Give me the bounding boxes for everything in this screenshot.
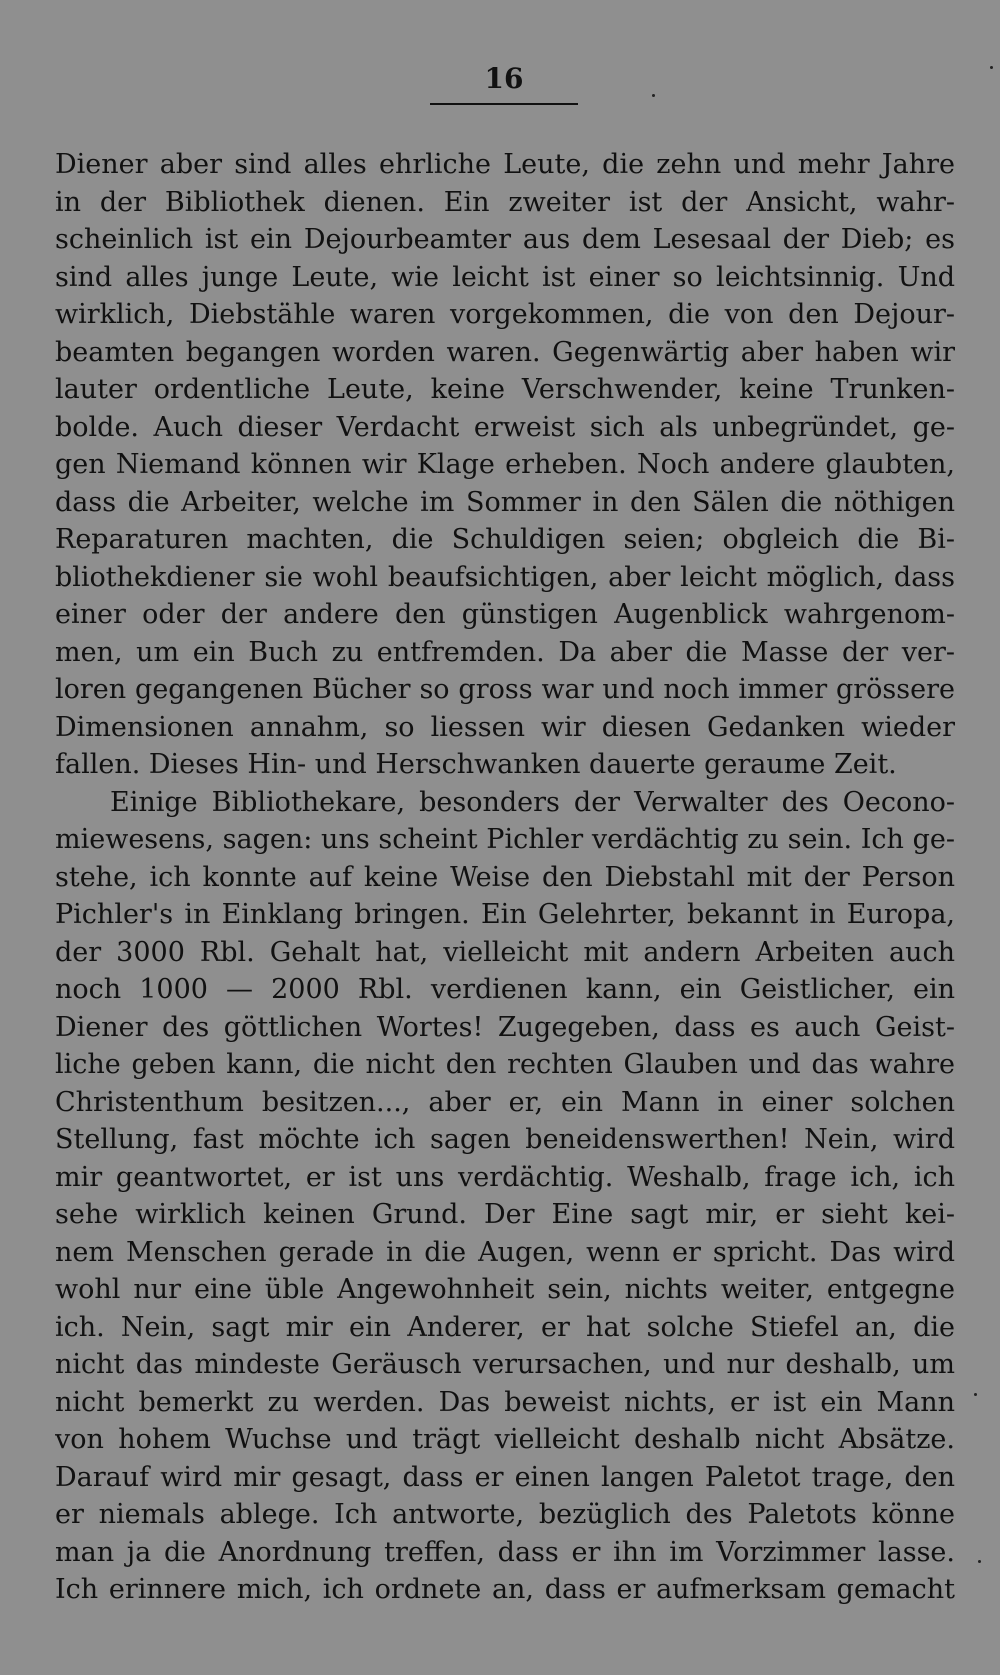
- text-line: miewesens, sagen: uns scheint Pichler verdächtig zu sein. Ich ge-: [55, 824, 955, 855]
- text-line: nem Menschen gerade in die Augen, wenn er spricht. Das wird: [55, 1236, 955, 1268]
- scan-speck: [990, 66, 993, 69]
- paragraph-end-line: fallen. Dieses Hin- und Herschwanken dauerte geraume Zeit.: [55, 749, 897, 780]
- text-line: Ich erinnere mich, ich ordnete an, dass er aufmerksam gemacht: [55, 1574, 955, 1605]
- text-line: Dimensionen annahm, so liessen wir diesen Gedanken wieder: [55, 711, 955, 743]
- text-line: beamten begangen worden waren. Gegenwärtig aber haben wir: [55, 336, 955, 368]
- text-line: nicht das mindeste Geräusch verursachen, und nur deshalb, um: [55, 1349, 955, 1380]
- paragraph-start-line: Einige Bibliothekare, besonders der Verwalter des Oecono-: [110, 786, 955, 818]
- text-line: gen Niemand können wir Klage erheben. Noch andere glaubten,: [55, 449, 955, 480]
- text-line: wohl nur eine üble Angewohnheit sein, nichts weiter, entgegne: [55, 1274, 955, 1305]
- text-line: bliothekdiener sie wohl beaufsichtigen, aber leicht möglich, dass: [55, 561, 955, 593]
- text-line: mir geantwortet, er ist uns verdächtig. Weshalb, frage ich, ich: [55, 1161, 955, 1193]
- scan-speck: [978, 1560, 981, 1563]
- text-line: Stellung, fast möchte ich sagen beneidenswerthen! Nein, wird: [55, 1124, 955, 1155]
- text-line: lauter ordentliche Leute, keine Verschwender, keine Trunken-: [55, 374, 955, 405]
- page-number: 16: [484, 62, 524, 95]
- text-line: noch 1000 — 2000 Rbl. verdienen kann, ein Geistlicher, ein: [55, 974, 955, 1005]
- text-line: in der Bibliothek dienen. Ein zweiter ist der Ansicht, wahr-: [55, 186, 955, 218]
- text-line: Reparaturen machten, die Schuldigen seien; obgleich die Bi-: [55, 524, 955, 555]
- body-text: [55, 146, 955, 1609]
- text-line: sehe wirklich keinen Grund. Der Eine sagt mir, er sieht kei-: [55, 1199, 955, 1230]
- text-line: dass die Arbeiter, welche im Sommer in den Sälen die nöthigen: [55, 486, 955, 518]
- text-line: der 3000 Rbl. Gehalt hat, vielleicht mit andern Arbeiten auch: [55, 936, 955, 968]
- scan-speck: [974, 1393, 977, 1396]
- text-line: sind alles junge Leute, wie leicht ist einer so leichtsinnig. Und: [55, 261, 955, 293]
- page-number-rule: [430, 103, 578, 105]
- text-line: loren gegangenen Bücher so gross war und noch immer grössere: [55, 674, 955, 705]
- text-line: von hohem Wuchse und trägt vielleicht deshalb nicht Absätze.: [55, 1424, 955, 1455]
- text-line: wirklich, Diebstähle waren vorgekommen, die von den Dejour-: [55, 299, 955, 330]
- text-line: einer oder der andere den günstigen Augenblick wahrgenom-: [55, 599, 955, 630]
- text-line: Pichler's in Einklang bringen. Ein Gelehrter, bekannt in Europa,: [55, 899, 955, 930]
- text-line: scheinlich ist ein Dejourbeamter aus dem Lesesaal der Dieb; es: [55, 224, 955, 255]
- text-line: bolde. Auch dieser Verdacht erweist sich als unbegründet, ge-: [55, 411, 955, 443]
- text-line: man ja die Anordnung treffen, dass er ihn im Vorzimmer lasse.: [55, 1536, 955, 1568]
- text-line: liche geben kann, die nicht den rechten Glauben und das wahre: [55, 1049, 955, 1080]
- text-line: Christenthum besitzen..., aber er, ein Mann in einer solchen: [55, 1086, 955, 1118]
- text-line: stehe, ich konnte auf keine Weise den Diebstahl mit der Person: [55, 861, 955, 893]
- text-line: nicht bemerkt zu werden. Das beweist nichts, er ist ein Mann: [55, 1386, 955, 1418]
- text-line: Diener des göttlichen Wortes! Zugegeben, dass es auch Geist-: [55, 1011, 955, 1043]
- text-line: ich. Nein, sagt mir ein Anderer, er hat solche Stiefel an, die: [55, 1311, 955, 1343]
- text-line: men, um ein Buch zu entfremden. Da aber die Masse der ver-: [55, 636, 955, 668]
- text-line: Darauf wird mir gesagt, dass er einen langen Paletot trage, den: [55, 1461, 955, 1493]
- scan-speck: [652, 94, 655, 97]
- text-line: Diener aber sind alles ehrliche Leute, die zehn und mehr Jahre: [55, 149, 955, 180]
- text-line: er niemals ablege. Ich antworte, bezüglich des Paletots könne: [55, 1499, 955, 1530]
